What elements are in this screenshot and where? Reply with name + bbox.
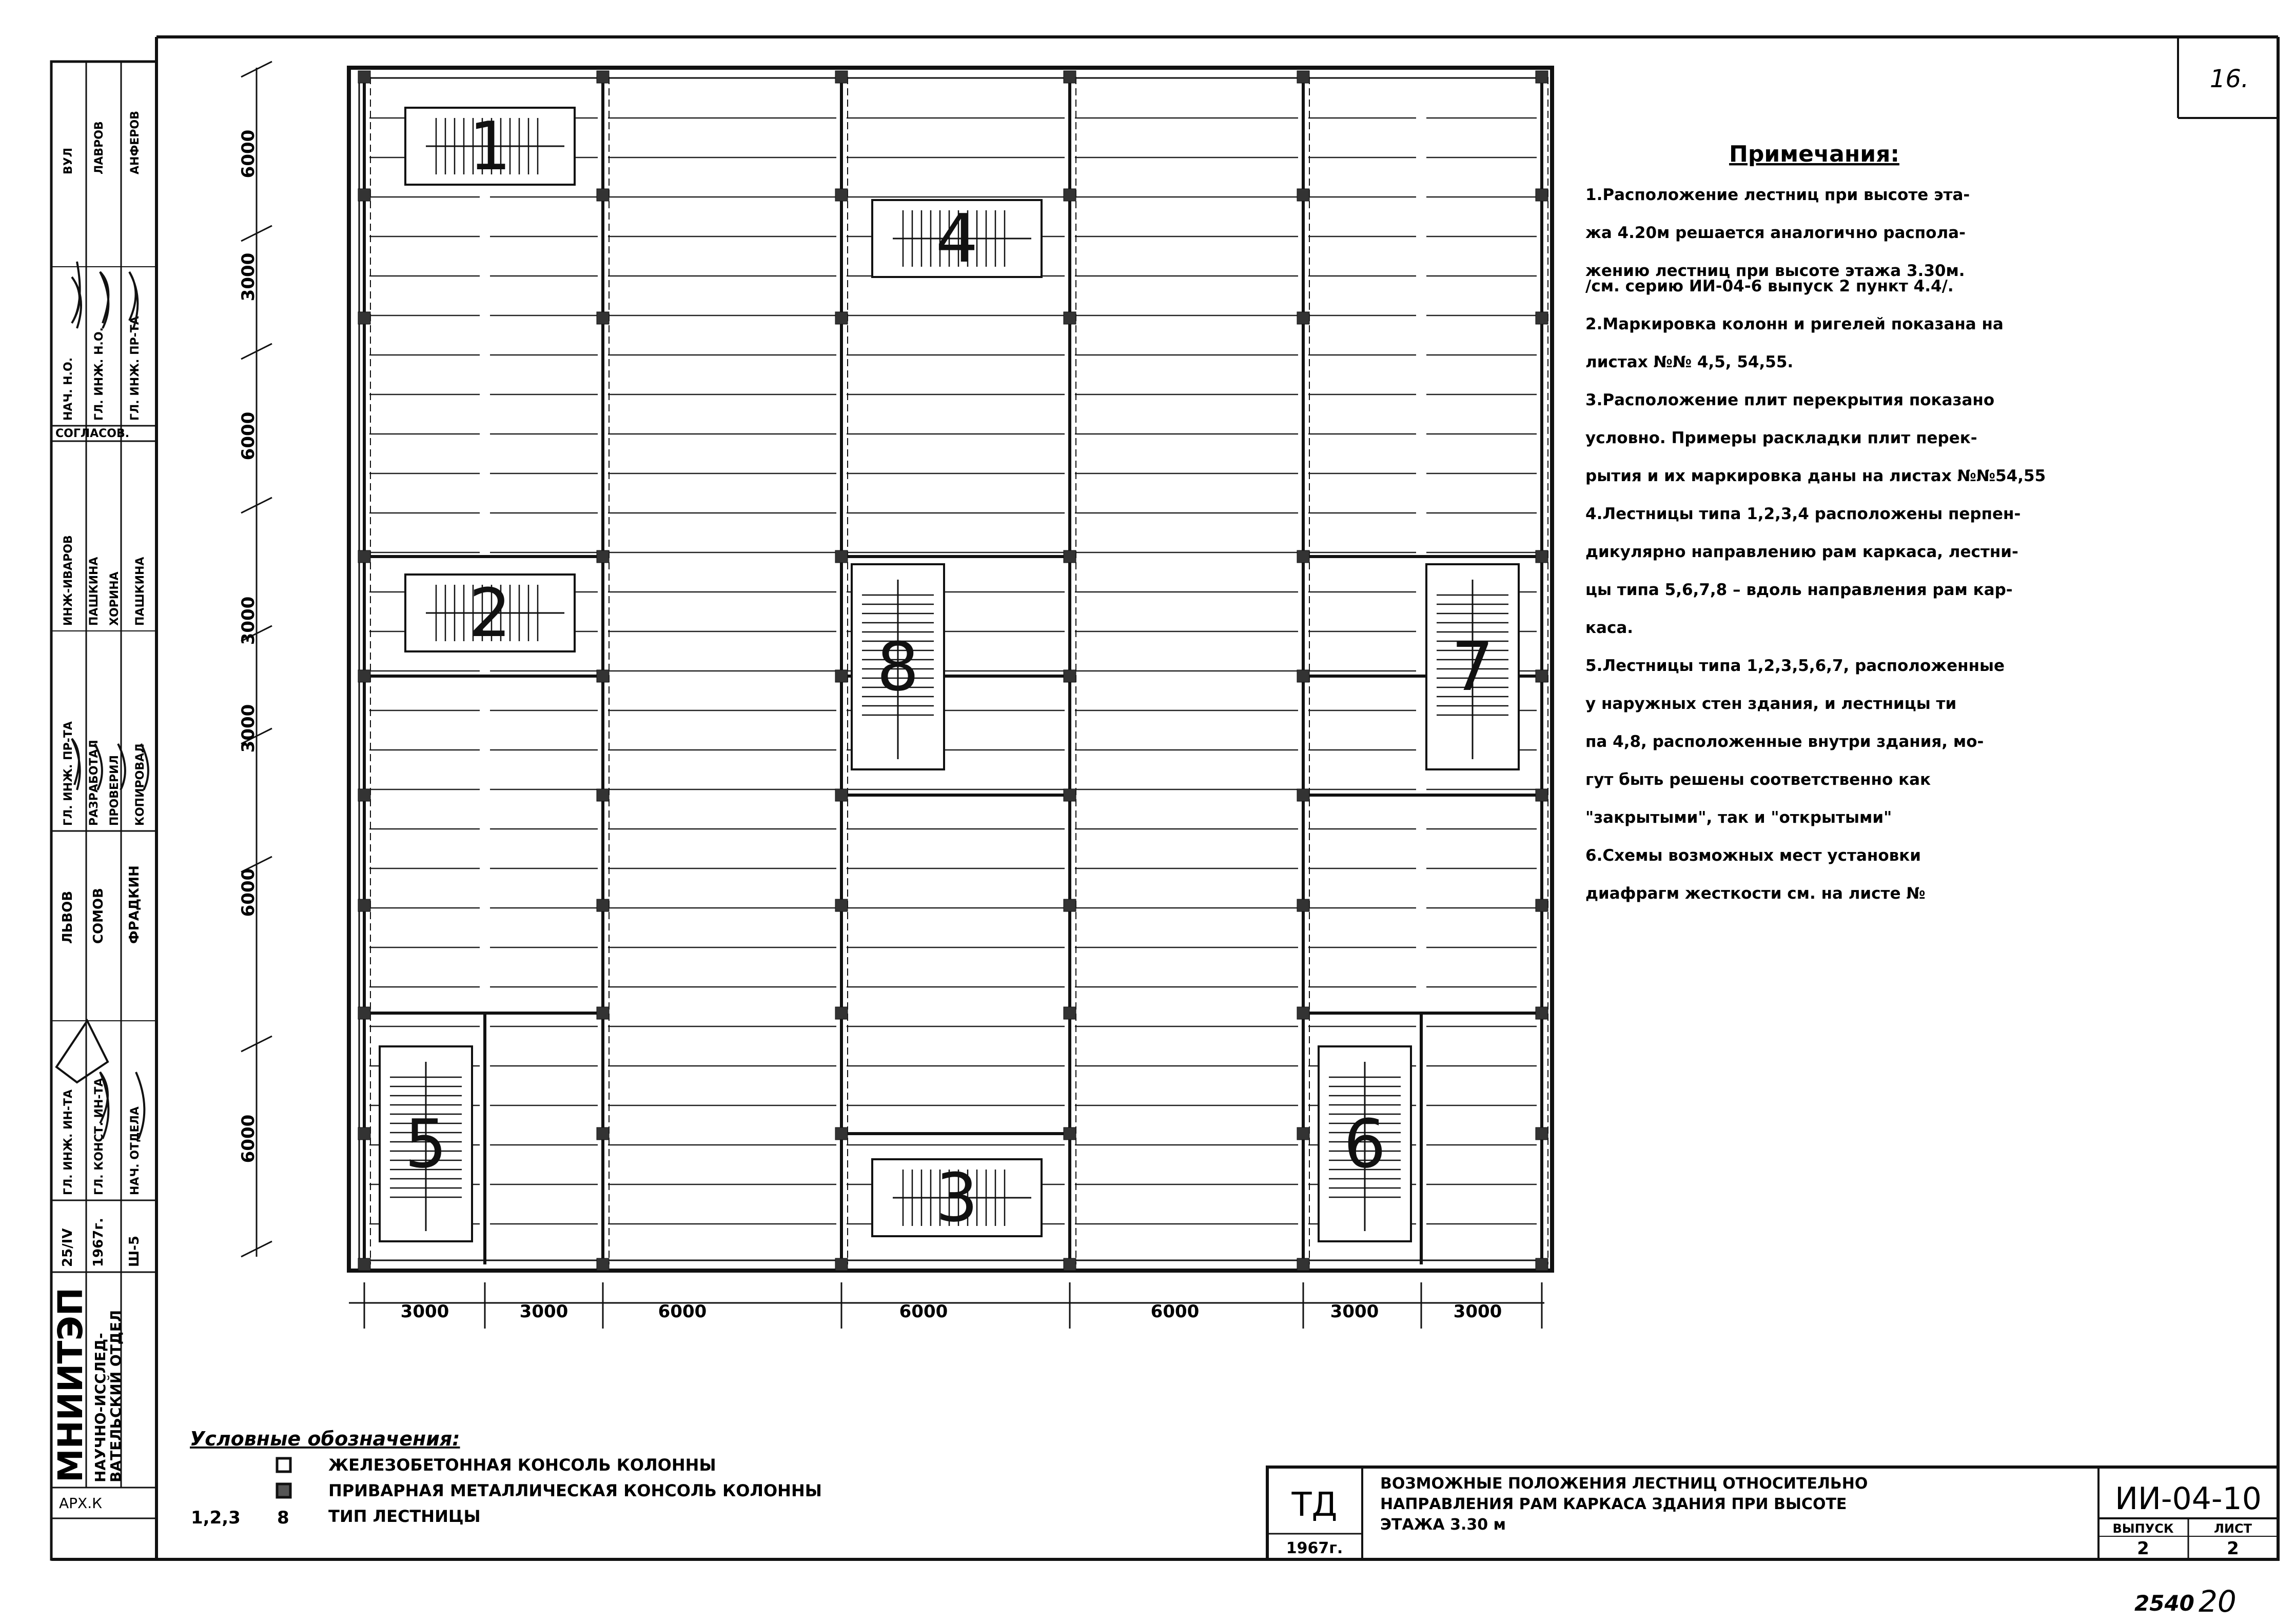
- column: [1536, 1007, 1548, 1019]
- note-line: 5.Лестницы типа 1,2,3,5,6,7, расположенные: [1585, 657, 2005, 675]
- column: [1297, 789, 1309, 801]
- column: [358, 789, 370, 801]
- h-dim-label: 3000: [519, 1301, 568, 1322]
- column: [597, 189, 609, 201]
- stamp-texts: [51, 111, 147, 1512]
- stair-type-2: [405, 574, 575, 652]
- stamp-role-r3-2: ГЛ. ИНЖ. Н.О.: [93, 327, 106, 421]
- stamp-role-r1-1: ГЛ. ИНЖ. ИН-ТА: [62, 1089, 75, 1195]
- sheet-in-issue: 2: [2227, 1538, 2239, 1559]
- stamp-role-r2-2: РАЗРАБОТАЛ: [88, 740, 101, 826]
- note-line: дикулярно направлению рам каркаса, лестни-: [1585, 543, 2018, 561]
- column: [597, 71, 609, 83]
- archive-sheet: 20: [2199, 1584, 2237, 1619]
- v-dim-label: 3000: [238, 596, 259, 645]
- legend: [190, 1428, 822, 1528]
- h-dim-label: 6000: [899, 1301, 948, 1322]
- column: [1297, 1127, 1309, 1140]
- stamp-name-r3-3: АНФЕРОВ: [129, 111, 142, 174]
- note-line: жению лестниц при высоте этажа 3.30м.: [1585, 262, 1965, 280]
- stamp-name-r3-2: ЛАВРОВ: [93, 121, 106, 174]
- column: [835, 71, 848, 83]
- h-dim-label: 3000: [400, 1301, 449, 1322]
- title-desc-3: ЭТАЖА 3.30 м: [1380, 1516, 1506, 1534]
- column: [358, 550, 370, 563]
- column: [597, 1007, 609, 1019]
- v-dim-label: 6000: [238, 868, 259, 917]
- note-line: 2.Маркировка колонн и ригелей показана на: [1585, 315, 2004, 333]
- notes: [1585, 141, 2046, 903]
- stamp-name-r2-1: ИНЖ-ИВАРОВ: [62, 535, 75, 626]
- vertical-dimension-labels: [238, 130, 259, 1163]
- column: [1297, 899, 1309, 912]
- stair-type-4: [872, 200, 1042, 278]
- stamp-name-r1-2: СОМОВ: [91, 888, 106, 944]
- title-year: 1967г.: [1286, 1539, 1343, 1557]
- note-line: у наружных стен здания, и лестницы ти: [1585, 695, 1957, 713]
- sheet-number: 16.: [2209, 65, 2249, 93]
- column: [1297, 1007, 1309, 1019]
- note-line: гут быть решены соответственно как: [1585, 770, 1931, 789]
- stair-label: 3: [935, 1159, 978, 1237]
- column: [1064, 71, 1076, 83]
- issue-number: 2: [2137, 1538, 2149, 1559]
- column: [597, 1127, 609, 1140]
- column: [358, 899, 370, 912]
- floor-plan: [349, 68, 1552, 1271]
- note-line: листах №№ 4,5, 54,55.: [1585, 353, 1794, 371]
- sheet-number-box: [2178, 37, 2278, 118]
- stamp-role-r1-3: НАЧ. ОТДЕЛА: [129, 1106, 142, 1195]
- stair-type-6: [1319, 1046, 1411, 1241]
- issue-label: ВЫПУСК: [2112, 1521, 2174, 1536]
- column: [1536, 1127, 1548, 1140]
- stair-label: 7: [1451, 628, 1494, 706]
- column: [597, 1258, 609, 1271]
- stair-label: 1: [468, 107, 512, 185]
- stamp-name-r1-1: ЛЬВОВ: [60, 890, 75, 944]
- column: [1064, 1127, 1076, 1140]
- h-dim-label: 6000: [658, 1301, 707, 1322]
- stair-label: 8: [876, 628, 919, 706]
- stamp-dept-1: НАУЧНО-ИССЛЕД-: [92, 1333, 109, 1482]
- stamp-name-r2-4: ПАШКИНА: [134, 557, 147, 626]
- note-line: "закрытыми", так и "открытыми": [1585, 808, 1892, 827]
- notes-title: Примечания:: [1729, 141, 1899, 167]
- note-line: па 4,8, расположенные внутри здания, мо-: [1585, 732, 1984, 751]
- column: [1064, 1258, 1076, 1271]
- column: [1064, 670, 1076, 682]
- legend-title: Условные обозначения:: [190, 1428, 460, 1450]
- stair-type-3: [872, 1159, 1042, 1237]
- stair-label: 5: [404, 1105, 447, 1183]
- column: [835, 789, 848, 801]
- column: [835, 670, 848, 682]
- column: [358, 670, 370, 682]
- note-line: рытия и их маркировка даны на листах №№54,55: [1585, 467, 2046, 485]
- stamp-name-r2-2: ПАШКИНА: [88, 557, 101, 626]
- column: [358, 1007, 370, 1019]
- column: [835, 550, 848, 563]
- stair-type-1: [405, 107, 575, 185]
- archive-number: 2540: [2134, 1591, 2194, 1616]
- h-dim-label: 3000: [1453, 1301, 1502, 1322]
- h-dim-label: 6000: [1150, 1301, 1200, 1322]
- column: [1297, 71, 1309, 83]
- column: [1297, 189, 1309, 201]
- column: [1536, 899, 1548, 912]
- stamp-arch-mark: АРХ.К: [59, 1495, 102, 1512]
- column: [835, 1258, 848, 1271]
- note-line: /см. серию ИИ-04-6 выпуск 2 пункт 4.4/.: [1585, 277, 1954, 295]
- column: [835, 1007, 848, 1019]
- note-line: каса.: [1585, 619, 1634, 637]
- metal-console-symbol: [277, 1484, 290, 1497]
- h-dim-label: 3000: [1330, 1301, 1379, 1322]
- stamp-agreed: СОГЛАСОВ.: [55, 427, 130, 440]
- stamp-role-r2-3: ПРОВЕРИЛ: [108, 755, 121, 826]
- column: [1064, 1007, 1076, 1019]
- column: [358, 312, 370, 324]
- v-dim-label: 6000: [238, 129, 259, 179]
- column: [1064, 189, 1076, 201]
- note-line: цы типа 5,6,7,8 – вдоль направления рам кар-: [1585, 581, 2013, 599]
- legend-type-symbol: 8: [277, 1508, 289, 1528]
- stamp-date-2: 1967г.: [91, 1218, 106, 1267]
- legend-item-2: ПРИВАРНАЯ МЕТАЛЛИЧЕСКАЯ КОНСОЛЬ КОЛОННЫ: [328, 1481, 822, 1500]
- title-desc-1: ВОЗМОЖНЫЕ ПОЛОЖЕНИЯ ЛЕСТНИЦ ОТНОСИТЕЛЬНО: [1380, 1475, 1868, 1493]
- column: [1536, 670, 1548, 682]
- stamp-date-1: 25/IV: [60, 1228, 75, 1267]
- note-line: 6.Схемы возможных мест установки: [1585, 846, 1921, 865]
- column: [835, 1127, 848, 1140]
- column: [1536, 1258, 1548, 1271]
- column: [1297, 670, 1309, 682]
- column: [597, 789, 609, 801]
- stamp-role-r2-4: КОПИРОВАЛ: [134, 743, 147, 826]
- stamp-dept-2: ВАТЕЛЬСКИЙ ОТДЕЛ: [107, 1310, 124, 1482]
- title-code: ТД: [1291, 1486, 1338, 1524]
- column: [358, 189, 370, 201]
- note-line: диафрагм жесткости см. на листе №: [1585, 884, 1926, 903]
- column: [1064, 789, 1076, 801]
- stamp-role-r3-1: НАЧ. Н.О.: [62, 357, 75, 421]
- legend-item-3-key: 1,2,3: [191, 1508, 241, 1528]
- column: [1064, 899, 1076, 912]
- column: [1536, 71, 1548, 83]
- stair-type-7: [1426, 564, 1519, 769]
- stamp-role-r3-3: ГЛ. ИНЖ. ПР-ТА: [129, 316, 142, 421]
- note-line: 3.Расположение плит перекрытия показано: [1585, 391, 1995, 409]
- column: [1536, 550, 1548, 563]
- column: [358, 1127, 370, 1140]
- column: [835, 899, 848, 912]
- column: [358, 71, 370, 83]
- stair-label: 4: [935, 200, 978, 278]
- title-desc-2: НАПРАВЛЕНИЯ РАМ КАРКАСА ЗДАНИЯ ПРИ ВЫСОТЕ: [1380, 1495, 1847, 1513]
- stamp-name-r2-3: ХОРИНА: [108, 571, 121, 626]
- v-dim-label: 3000: [238, 704, 259, 753]
- stamp-note-code: Ш-5: [127, 1235, 142, 1267]
- v-dim-label: 6000: [238, 1114, 259, 1163]
- note-line: жа 4.20м решается аналогично распола-: [1585, 224, 1966, 242]
- note-line: условно. Примеры раскладки плит перек-: [1585, 429, 1977, 447]
- v-dim-label: 3000: [238, 252, 259, 302]
- stair-label: 2: [468, 574, 512, 652]
- column: [1064, 312, 1076, 324]
- stair-type-5: [380, 1046, 472, 1241]
- series-code: ИИ-04-10: [2115, 1481, 2262, 1517]
- column: [1297, 312, 1309, 324]
- legend-item-1: ЖЕЛЕЗОБЕТОННАЯ КОНСОЛЬ КОЛОННЫ: [328, 1455, 716, 1475]
- note-line: 1.Расположение лестниц при высоте эта-: [1585, 186, 1970, 204]
- stamp-role-r2-1: ГЛ. ИНЖ. ПР-ТА: [62, 721, 75, 826]
- column: [597, 550, 609, 563]
- column: [1536, 312, 1548, 324]
- stamp-name-r3-1: ВУЛ: [62, 147, 75, 174]
- stair-type-8: [852, 564, 944, 769]
- legend-item-3: ТИП ЛЕСТНИЦЫ: [328, 1507, 481, 1526]
- horizontal-dimension-labels: [401, 1301, 1502, 1322]
- stamp-role-r1-2: ГЛ. КОНСТ. ИН-ТА: [93, 1078, 106, 1195]
- column: [835, 189, 848, 201]
- stair-label: 6: [1343, 1105, 1386, 1183]
- column: [835, 312, 848, 324]
- column: [1536, 189, 1548, 201]
- column: [1536, 789, 1548, 801]
- column: [358, 1258, 370, 1271]
- sheet-label: ЛИСТ: [2213, 1521, 2252, 1536]
- concrete-console-symbol: [277, 1458, 290, 1472]
- column: [1297, 550, 1309, 563]
- stamp-name-r1-3: ФРАДКИН: [127, 865, 142, 944]
- stamp-org: МНИИТЭП: [51, 1287, 90, 1482]
- column: [597, 899, 609, 912]
- note-line: 4.Лестницы типа 1,2,3,4 расположены перпен-: [1585, 505, 2021, 523]
- column: [597, 312, 609, 324]
- v-dim-label: 6000: [238, 411, 259, 461]
- column: [1297, 1258, 1309, 1271]
- column: [597, 670, 609, 682]
- column: [1064, 550, 1076, 563]
- stairs: [380, 107, 1519, 1241]
